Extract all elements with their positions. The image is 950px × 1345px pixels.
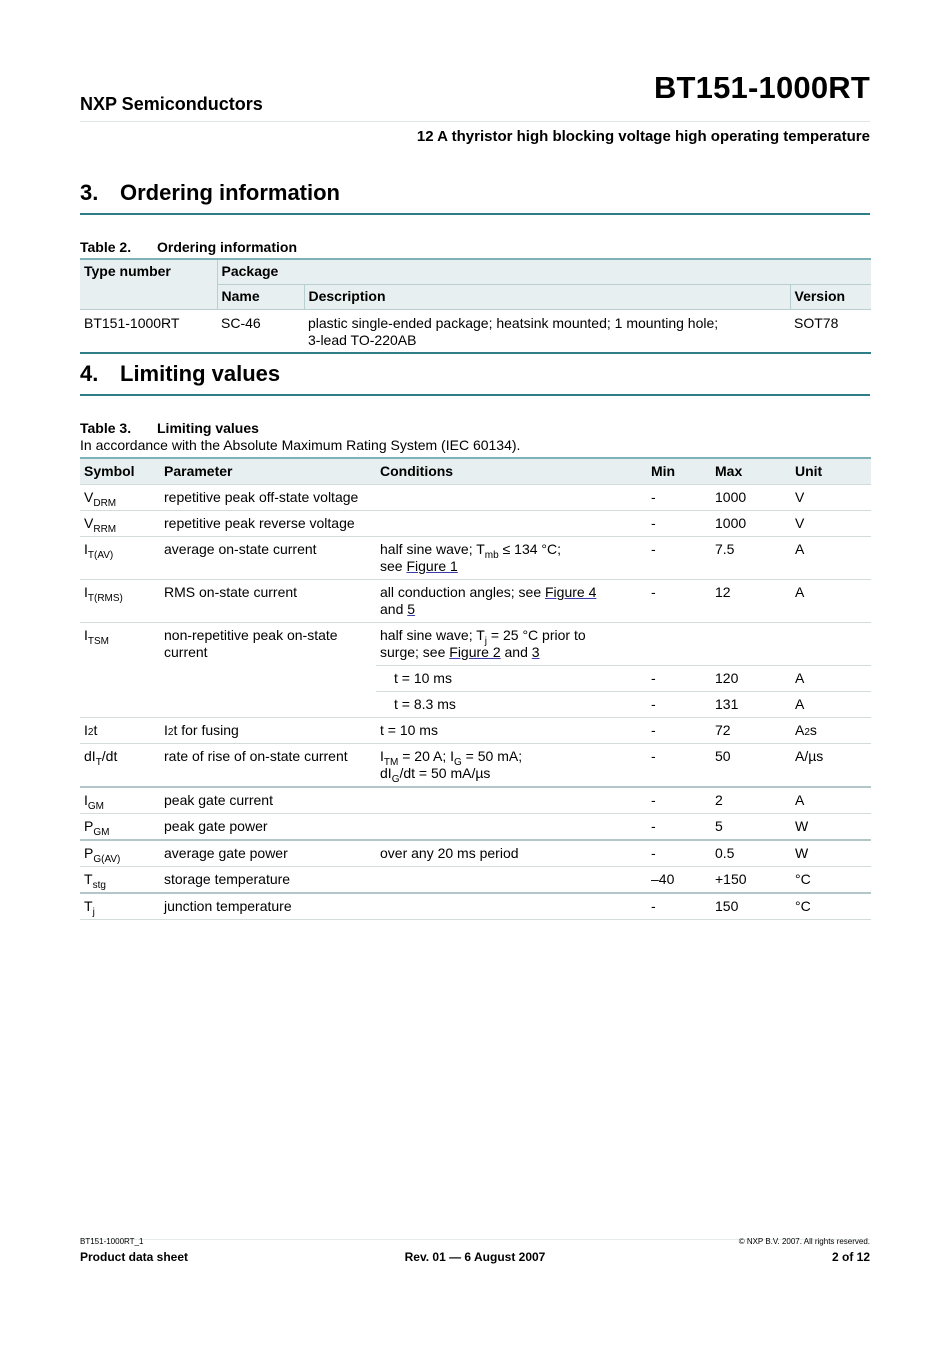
parameter: repetitive peak off-state voltage — [160, 485, 376, 511]
min: - — [647, 814, 711, 841]
figure-1-link[interactable]: Figure 1 — [406, 558, 458, 574]
revision: Rev. 01 — 6 August 2007 — [404, 1250, 546, 1264]
unit: °C — [791, 893, 871, 920]
unit: A/µs — [791, 744, 871, 788]
max — [711, 623, 791, 666]
min: - — [647, 840, 711, 867]
section-title: Limiting values — [120, 361, 281, 386]
table-row — [80, 537, 871, 580]
document-type: Product data sheet — [80, 1250, 189, 1264]
conditions: $I_{TM} = 20$ A; $I_G = 50$ mA; $dI_G/dt = 50$ mA/µs — [376, 744, 647, 788]
symbol: I2t — [80, 718, 160, 744]
header-package: Package — [217, 259, 871, 285]
header-parameter: Parameter — [160, 458, 376, 485]
section-ordering-heading — [80, 180, 340, 206]
max: 50 — [711, 744, 791, 788]
header-max: Max — [711, 458, 791, 485]
parameter: rate of rise of on-state current — [160, 744, 376, 788]
symbol: $V_{DRM}$ — [80, 485, 160, 511]
min: - — [647, 744, 711, 788]
table-row — [80, 580, 871, 623]
parameter: average gate power — [160, 840, 376, 867]
page-number: 2 of 12 — [831, 1250, 870, 1264]
max: 5 — [711, 814, 791, 841]
header-rule — [80, 121, 870, 122]
header-unit: Unit — [791, 458, 871, 485]
section-rule — [80, 213, 870, 215]
min: - — [647, 718, 711, 744]
parameter: peak gate current — [160, 787, 376, 814]
conditions: half sine wave; $T_{mb} \le 134$ °C; see Figure 1 — [376, 537, 647, 580]
max: +150 — [711, 867, 791, 894]
cell-name: SC-46 — [217, 310, 304, 354]
company-name: NXP Semiconductors — [80, 94, 263, 114]
cell-type-number: BT151-1000RT — [80, 310, 217, 354]
conditions — [376, 511, 647, 537]
conditions: over any 20 ms period — [376, 840, 647, 867]
symbol: $P_{G(AV)}$ — [80, 840, 160, 867]
unit: A — [791, 666, 871, 692]
table3-caption — [80, 420, 259, 436]
ordering-table — [80, 258, 871, 354]
unit: A — [791, 692, 871, 718]
unit: V — [791, 485, 871, 511]
table-row — [80, 840, 871, 867]
product-subtitle: 12 A thyristor high blocking voltage high operating temperature — [416, 128, 870, 145]
unit: W — [791, 814, 871, 841]
parameter: storage temperature — [160, 867, 376, 894]
min: - — [647, 692, 711, 718]
table-row — [80, 718, 871, 744]
table3-note: In accordance with the Absolute Maximum Rating System (IEC 60134). — [80, 437, 521, 453]
unit: A — [791, 537, 871, 580]
table2-caption — [80, 239, 297, 255]
max: 0.5 — [711, 840, 791, 867]
max: 2 — [711, 787, 791, 814]
table-label: Table 2. — [80, 239, 132, 255]
min — [647, 623, 711, 666]
limiting-values-table — [80, 457, 871, 920]
table-row — [80, 310, 871, 354]
parameter: peak gate power — [160, 814, 376, 841]
unit — [791, 623, 871, 666]
cell-version: SOT78 — [790, 310, 871, 354]
max: 12 — [711, 580, 791, 623]
symbol: $I_{GM}$ — [80, 787, 160, 814]
max: 7.5 — [711, 537, 791, 580]
document-id: BT151-1000RT_1 — [80, 1237, 144, 1246]
symbol: $dI_T/dt$ — [80, 744, 160, 788]
copyright: © NXP B.V. 2007. All rights reserved. — [738, 1237, 870, 1246]
symbol: $T_j$ — [80, 893, 160, 920]
conditions — [376, 787, 647, 814]
unit: A — [791, 787, 871, 814]
symbol: $P_{GM}$ — [80, 814, 160, 841]
table-row — [80, 867, 871, 894]
max: 120 — [711, 666, 791, 692]
header-description: Description — [304, 285, 790, 310]
parameter: non-repetitive peak on-state current — [160, 623, 376, 718]
parameter: average on-state current — [160, 537, 376, 580]
figure-2-link[interactable]: Figure 2 — [449, 644, 501, 660]
conditions: half sine wave; $T_j = 25$ °C prior to surge; see Figure 2 and 3 — [376, 623, 647, 666]
cell-description: plastic single-ended package; heatsink mounted; 1 mounting hole; 3-lead TO-220AB — [304, 310, 790, 354]
max: 1000 — [711, 485, 791, 511]
section-rule — [80, 394, 870, 396]
conditions — [376, 893, 647, 920]
table-label: Table 3. — [80, 420, 132, 436]
table-title: Limiting values — [157, 420, 259, 436]
header-name: Name — [217, 285, 304, 310]
header-version: Version — [790, 285, 871, 310]
min: –40 — [647, 867, 711, 894]
symbol: $I_{T(AV)}$ — [80, 537, 160, 580]
header-type-number: Type number — [80, 259, 217, 310]
symbol: $I_{TSM}$ — [80, 623, 160, 718]
unit: A2s — [791, 718, 871, 744]
unit: A — [791, 580, 871, 623]
table-row — [80, 485, 871, 511]
min: - — [647, 787, 711, 814]
table-title: Ordering information — [157, 239, 297, 255]
min: - — [647, 485, 711, 511]
product-name: BT151-1000RT — [653, 70, 870, 105]
unit: V — [791, 511, 871, 537]
symbol: $V_{RRM}$ — [80, 511, 160, 537]
table-row — [80, 814, 871, 841]
conditions — [376, 485, 647, 511]
min: - — [647, 893, 711, 920]
max: 150 — [711, 893, 791, 920]
table-row — [80, 511, 871, 537]
unit: W — [791, 840, 871, 867]
min: - — [647, 666, 711, 692]
table-row — [80, 787, 871, 814]
unit: °C — [791, 867, 871, 894]
conditions: all conduction angles; see Figure 4 and 5 — [376, 580, 647, 623]
min: - — [647, 511, 711, 537]
parameter: I2t for fusing — [160, 718, 376, 744]
section-limiting-heading — [80, 361, 280, 387]
section-title: Ordering information — [120, 180, 340, 205]
symbol: $I_{T(RMS)}$ — [80, 580, 160, 623]
table-row — [80, 623, 871, 666]
section-number: 3. — [80, 180, 99, 205]
conditions — [376, 867, 647, 894]
conditions: t = 10 ms — [376, 666, 647, 692]
parameter: junction temperature — [160, 893, 376, 920]
header-symbol: Symbol — [80, 458, 160, 485]
min: - — [647, 580, 711, 623]
header-min: Min — [647, 458, 711, 485]
parameter: RMS on-state current — [160, 580, 376, 623]
section-number: 4. — [80, 361, 99, 386]
max: 1000 — [711, 511, 791, 537]
figure-3-link[interactable]: 3 — [531, 644, 540, 660]
max: 131 — [711, 692, 791, 718]
conditions: t = 10 ms — [376, 718, 647, 744]
header-conditions: Conditions — [376, 458, 647, 485]
symbol: $T_{stg}$ — [80, 867, 160, 894]
conditions: t = 8.3 ms — [376, 692, 647, 718]
conditions — [376, 814, 647, 841]
figure-5-link[interactable]: 5 — [407, 601, 416, 617]
min: - — [647, 537, 711, 580]
parameter: repetitive peak reverse voltage — [160, 511, 376, 537]
table-row — [80, 744, 871, 788]
table-row — [80, 893, 871, 920]
max: 72 — [711, 718, 791, 744]
figure-4-link[interactable]: Figure 4 — [545, 584, 597, 600]
